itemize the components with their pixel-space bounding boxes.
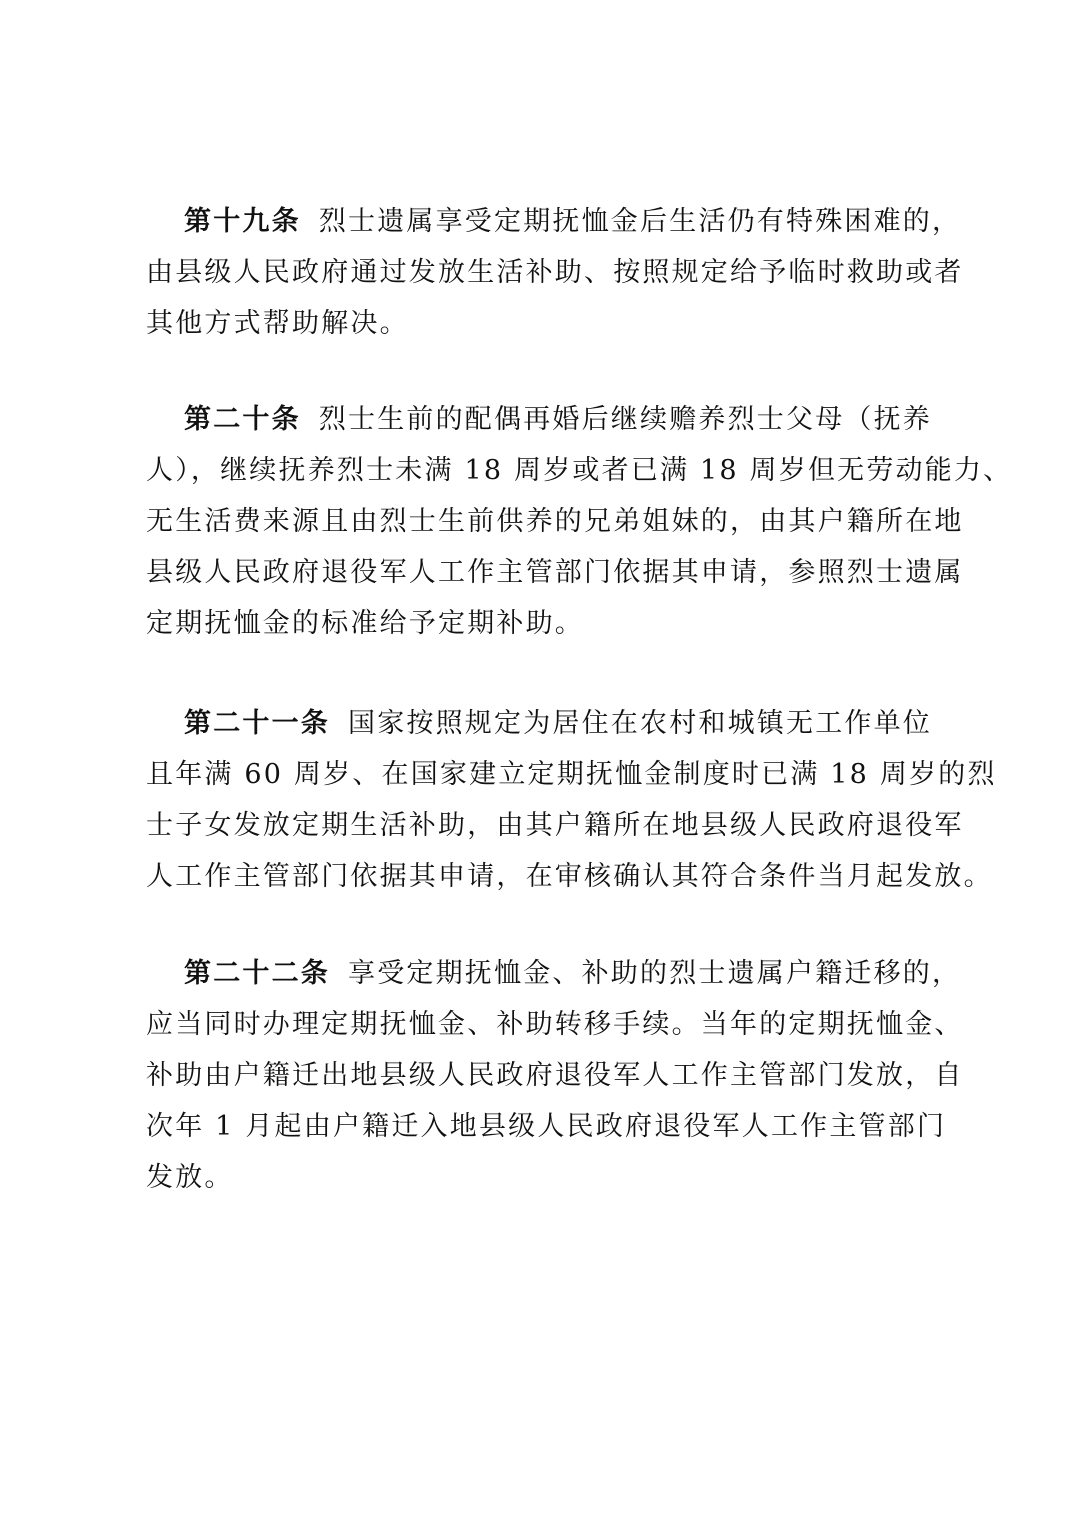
- article-19: [146, 196, 964, 349]
- article-20-line-5: 定期抚恤金的标准给予定期补助。: [146, 608, 584, 639]
- article-21-line-1: [146, 698, 946, 749]
- article-22-title: 第二十二条: [184, 958, 330, 989]
- article-21-text-1: 国家按照规定为居住在农村和城镇无工作单位: [348, 708, 932, 739]
- article-21-line-2: 且年满 60 周岁、在国家建立定期抚恤金制度时已满 18 周岁的烈: [146, 759, 997, 790]
- article-20-line-3: 无生活费来源且由烈士生前供养的兄弟姐妹的，由其户籍所在地: [146, 506, 964, 537]
- article-22-line-4: 次年 1 月起由户籍迁入地县级人民政府退役军人工作主管部门: [146, 1111, 947, 1142]
- article-20-text-1: 烈士生前的配偶再婚后继续赡养烈士父母（抚养: [318, 404, 933, 435]
- article-19-line-3: 其他方式帮助解决。: [146, 308, 409, 339]
- article-20-line-1: [146, 394, 946, 445]
- article-20-title: 第二十条: [184, 404, 301, 435]
- article-21-line-4: 人工作主管部门依据其申请，在审核确认其符合条件当月起发放。: [146, 861, 993, 892]
- article-22-line-1: [146, 948, 962, 999]
- article-19-text-1: 烈士遗属享受定期抚恤金后生活仍有特殊困难的，: [318, 206, 962, 237]
- article-22-line-5: 发放。: [146, 1162, 234, 1193]
- article-21-line-3: 士子女发放定期生活补助，由其户籍所在地县级人民政府退役军: [146, 810, 964, 841]
- article-19-line-1: [146, 196, 962, 247]
- article-20-line-2: 人），继续抚养烈士未满 18 周岁或者已满 18 周岁但无劳动能力、: [146, 455, 1013, 486]
- article-21-title: 第二十一条: [184, 708, 330, 739]
- article-22-line-3: 补助由户籍迁出地县级人民政府退役军人工作主管部门发放，自: [146, 1060, 964, 1091]
- article-21: [146, 698, 997, 902]
- article-20-line-4: 县级人民政府退役军人工作主管部门依据其申请，参照烈士遗属: [146, 557, 964, 588]
- article-19-title: 第十九条: [184, 206, 301, 237]
- article-19-line-2: 由县级人民政府通过发放生活补助、按照规定给予临时救助或者: [146, 257, 964, 288]
- article-20: [146, 394, 1013, 649]
- article-22-text-1: 享受定期抚恤金、补助的烈士遗属户籍迁移的，: [348, 958, 962, 989]
- article-22: [146, 948, 964, 1203]
- article-22-line-2: 应当同时办理定期抚恤金、补助转移手续。当年的定期抚恤金、: [146, 1009, 964, 1040]
